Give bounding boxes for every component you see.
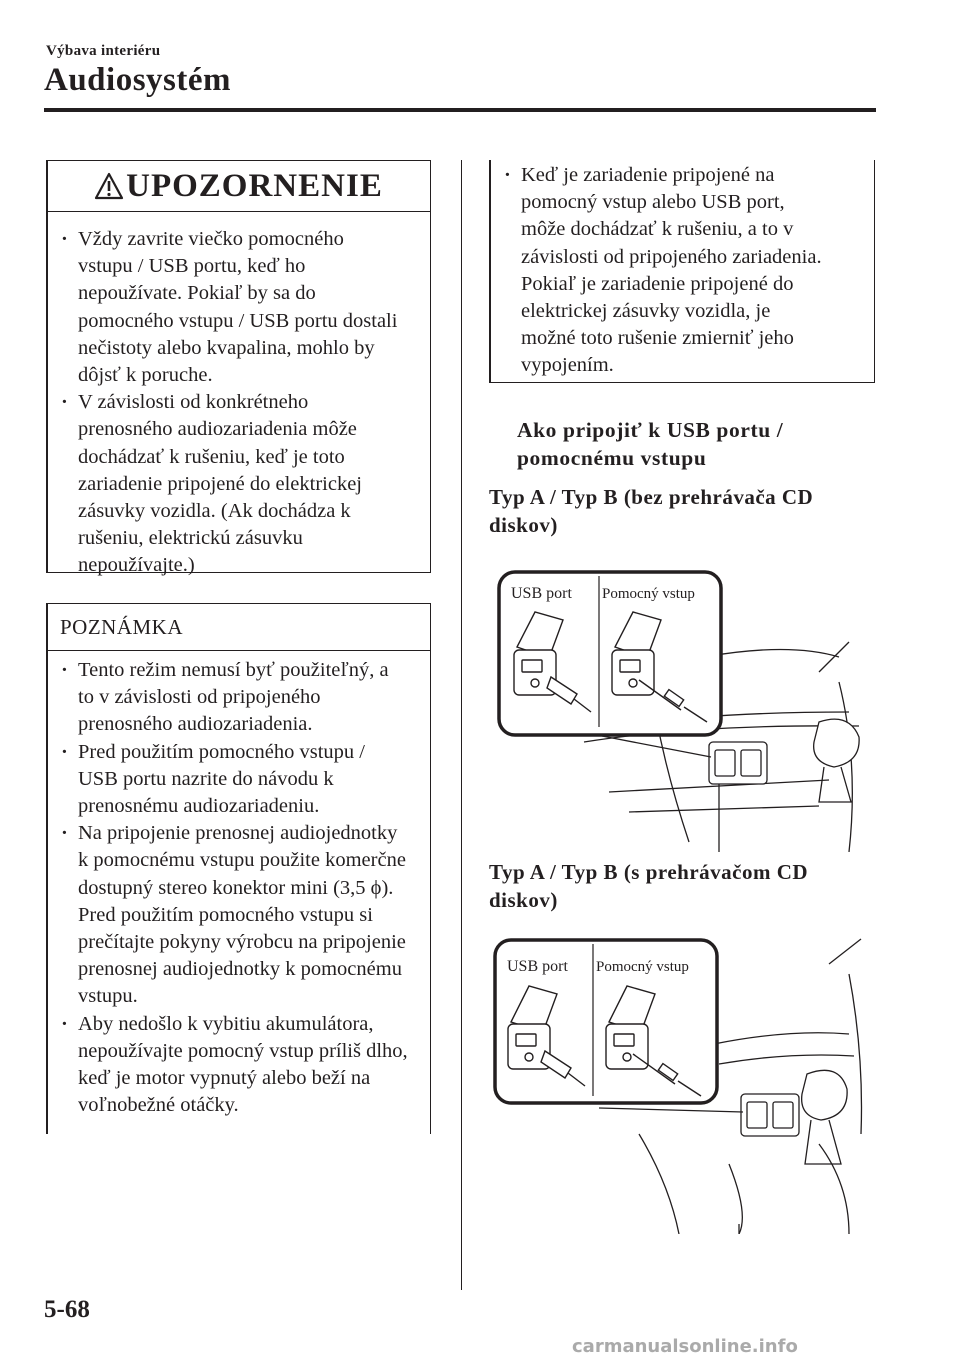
page-title: Audiosystém [44, 62, 232, 98]
warning-item: · Vždy zavrite viečko pomocného vstupu / USB portu, keď ho nepoužívate. Pokiaľ by sa do pomocného vstupu / USB portu dostali nečistoty alebo kvapalina, mohlo by dôjsť k poruche. [46, 226, 431, 389]
watermark: carmanualsonline.info [572, 1336, 798, 1357]
note-list [46, 657, 431, 1119]
warning-triangle-icon [94, 172, 124, 200]
note-header [46, 604, 431, 651]
connector-figure [489, 934, 875, 1234]
note-item: · Pred použitím pomocného vstupu / USB portu nazrite do návodu k prenosnému audiozariadeniu. [46, 739, 431, 821]
section-heading: Ako pripojiť k USB portu / pomocnému vstupu [517, 418, 784, 470]
note-box [46, 603, 431, 1134]
connector-figure [489, 562, 875, 852]
aux-input-label: Pomocný vstup [596, 959, 689, 975]
aux-input-label: Pomocný vstup [602, 586, 695, 602]
running-head: Výbava interiéru [46, 43, 161, 59]
note-item: · Keď je zariadenie pripojené na pomocný vstup alebo USB port, môže dochádzať k rušeniu, a to v závislosti od pripojeného zariadenia. Pokiaľ je zariadenie pripojené do elektrickej zásuvky vozidla, je možné toto rušenie zmierniť jeho vypojením. [489, 162, 875, 380]
note-item: · Aby nedošlo k vybitiu akumulátora, nepoužívajte pomocný vstup príliš dlho, keď je motor vypnutý alebo beží na voľnobežné otáčky. [46, 1011, 431, 1120]
page-number: 5-68 [44, 1296, 90, 1323]
header-rule [44, 108, 876, 112]
note-box-continued [489, 160, 875, 383]
warning-box [46, 160, 431, 577]
note-list-continued [489, 162, 875, 380]
usb-port-label: USB port [507, 958, 568, 975]
warning-title: UPOZORNENIE [126, 167, 383, 204]
warning-list [46, 226, 431, 580]
warning-item: · V závislosti od konkrétneho prenosného audiozariadenia môže dochádzať k rušeniu, keď je toto zariadenie pripojené do elektrickej zásuvky vozidla. (Ak dochádza k rušeniu, elektrickú zásuvku nepoužívajte.) [46, 389, 431, 579]
note-title: POZNÁMKA [60, 614, 184, 639]
figure-label: Typ A / Typ B (s prehrávačom CD diskov) [489, 860, 809, 912]
column-divider [461, 160, 462, 1290]
note-item: · Tento režim nemusí byť použiteľný, a to v závislosti od pripojeného prenosného audiozariadenia. [46, 657, 431, 739]
usb-port-label: USB port [511, 585, 572, 602]
warning-header [46, 161, 431, 212]
note-item: · Na pripojenie prenosnej audiojednotky k pomocnému vstupu použite komerčne dostupný stereo konektor mini (3,5 ϕ). Pred použitím pomocného vstupu si prečítajte pokyny výrobcu na pripojenie prenosnej audiojednotky k pomocnému vstupu. [46, 820, 431, 1010]
figure-label: Typ A / Typ B (bez prehrávača CD diskov) [489, 485, 814, 537]
